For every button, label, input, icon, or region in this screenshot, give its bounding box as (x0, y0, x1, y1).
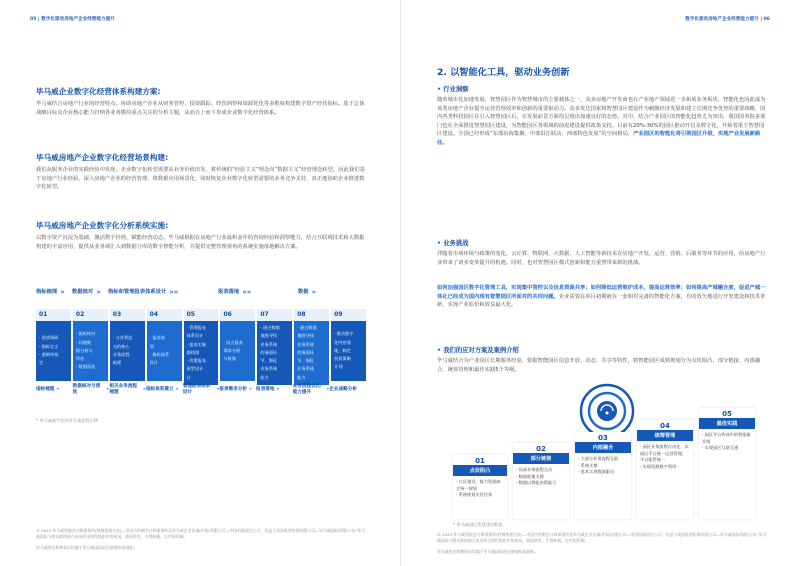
process-column-item: 节，强化 (260, 358, 278, 364)
process-bottom-step: 指标梳理 » (36, 386, 60, 392)
process-column-item: 设计 (149, 360, 159, 366)
maturity-card-3: 03 内部融合 · 大部分业务流程互联 · 系统支撑 · 基本实现数据驱动 (575, 432, 631, 519)
process-column (220, 309, 255, 381)
process-bottom-step: 报表落地 » (256, 386, 280, 392)
process-column-item: 节，强化 (297, 358, 314, 364)
process-column-number: 01 (36, 309, 71, 321)
process-column-item: 地图寻找 (297, 333, 314, 339)
process-bottom-step: 企业战略分析 (329, 387, 357, 392)
wifi-hub-icon (579, 383, 635, 439)
process-column-item: 关的核心 (112, 343, 130, 349)
process-column-body (110, 321, 145, 381)
right-page-title: 2. 以智能化工具，驱动业务创新 (437, 67, 570, 78)
process-column-item: 的薄弱环 (260, 349, 278, 355)
subheading-industry: • 行业洞察 (437, 86, 469, 93)
process-bottom-step: 数据核对与清洗 » (72, 384, 110, 395)
industry-text: 随着城市化加速发展，智慧园区作为智慧城市的主要载体之一，众多房地产开发商也在产业地产领域进一步拓展业务板块，智能化也因此成为该类房地产企业提升运营管理效率和创新的重要驱动力。众多发达国家将智慧园区建设作为刺激经济发展和建立长期竞争优势的重要战略，国内各类科技园区在引入智慧园区后，在发展前景方面均呈现出加速良好的态势。其中，结合产业园区的智能化趋势尤为突出，我国国务院多部门也在全面推进智慧园区建设，为智能园区各领域的前进建设提供政策支持。目前有20%-30%的园区推动开启及数字化，开始着重于智慧园区建设。全国已经形成“东部沿海集聚、中部沿江联动、西部特色发展”的空间格局，产业园区的智能化将引领园区升级，实现产业发展新路径。 (437, 97, 766, 146)
process-column (257, 309, 292, 381)
process-column-item: · 报表规 (149, 335, 165, 341)
process-column-item: 地，制定 (334, 347, 351, 353)
chart-note: * 毕马威数字化经营方案流程示例 (36, 418, 99, 423)
process-column-item: 评估 (75, 356, 85, 362)
process-bottom-step: 管理报表体系设计 » (182, 384, 220, 395)
challenge-text-2: 如何加强园区数字化管理工具，实现集中管控以及信息资源共享；如何降低运营维护成本，提高运营效率；如何提高产城融合度，促进产城一体化已经成为国内现有智慧园区所面对的共同问题。企业需要在项目初期就在一套相对完备的智能化方案，有的放矢地进行开发建设和技术革新，实现产业监价和效益最大化。 (437, 285, 766, 309)
process-column-item: 业务系统 (297, 366, 314, 372)
subheading-solution: • 我们的应对方案及案例介绍 (437, 347, 519, 354)
ring-note: * 毕马威园区智慧建设框架 (453, 522, 503, 527)
section-title-1: 毕马威企业数字化经营体系构建方案: (36, 87, 161, 96)
process-column-number: 04 (147, 309, 182, 321)
maturity-card-4: 04 统筹管理 · 园区业务流程自动化，以园区平台统一运营管理，平台能管统一 · 实现资源数字利用 (637, 420, 693, 519)
process-column-body (73, 321, 108, 381)
process-column-item: 地图寻找 (260, 333, 278, 339)
process-column-item: · 逻辑草拟 (39, 352, 59, 357)
process-column-item: 计 (186, 374, 191, 380)
process-column-item: 的薄弱环 (297, 349, 314, 355)
process-column-number: 05 (184, 309, 219, 321)
process-column-number: 08 (294, 309, 329, 321)
process-columns (36, 309, 366, 381)
process-column-body (294, 321, 329, 385)
process-column-item: · 与各利益 (112, 335, 133, 341)
process-column-item: · 决策报表 (186, 358, 206, 364)
process-column (184, 309, 219, 381)
process-column-item: 体系设计 (186, 333, 204, 339)
process-column-item: · 推动数字 (334, 331, 354, 337)
process-column-number: 03 (110, 309, 145, 321)
process-column-item: · 现状调研 (39, 335, 59, 341)
process-column-number: 09 (331, 309, 366, 321)
process-column-item: · 管理报表 (186, 325, 206, 330)
legal-text-2: 毕马威的名称和标识均属于毕马威国际的注册商标或商标。 (36, 545, 138, 550)
process-column-item: 化经营落 (334, 339, 351, 345)
process-column-item: 梳理 (112, 360, 122, 366)
process-column (36, 309, 71, 381)
process-bottom-steps (36, 383, 366, 395)
process-column-item: · 报表实施 (186, 341, 206, 347)
process-column-item: · 数据清洗 (75, 364, 96, 370)
process-column-item: · 通过数据 (260, 325, 280, 330)
right-legal-text: © 2023 毕马威华振会计师事务所(特殊普通合伙)—中国合伙制会计师事务所及毕马威企业咨询(中国)有限公司—中国有限责任公司，均是与英国私营担保有限公司—毕马威国际有限公司(“毕马威国际”)相关联的独立成员所全球性组织中的成员。版权所有，不得转载。在中国印刷。 (437, 532, 767, 544)
process-column-item: 计划 (334, 364, 343, 370)
legal-text: © 2023 毕马威华振会计师事务所(特殊普通合伙)—中国合伙制会计师事务所及毕马威企业咨询(中国)有限公司—中国有限责任公司，均是与英国私营担保有限公司—毕马威国际有限公司(“毕马威国际”)相关联的独立成员所全球性组织中的成员。版权所有，不得转载。在中国印刷。 (36, 528, 366, 540)
top-step-1: 指标梳理 » (36, 287, 65, 296)
process-column-body (257, 321, 292, 385)
process-column-number: 02 (73, 309, 108, 321)
process-column-body (184, 321, 219, 385)
section-text-3: 以数字资产沉淀为基础，激活数字价值，赋能经营动态。毕马威根据在房地产行业最积多年的咨询经验和洞察能力，结合互联网技术和大数据构建的丰富应用，提供从业务调汇入到数据合库的数字智能分析，并提供完整管理视角的系统实施落地解决方案。 (36, 235, 365, 250)
process-column (73, 309, 108, 381)
process-column-item: 业务系统 (297, 341, 314, 347)
process-column (294, 309, 329, 381)
maturity-card-5: 05 最佳实践 · 园区平台构成中的智能新升级 · 实现园区互联互通 (699, 408, 755, 519)
process-column (147, 309, 182, 381)
process-column-item: · 通过数据 (297, 325, 317, 330)
process-column-item: · 问题数 (75, 339, 92, 345)
top-step-5: 数据 » (298, 287, 317, 296)
section-title-2: 毕马威房地产企业数字化经营场景构建: (36, 153, 169, 162)
top-step-3: 指标和管理报表体系设计 »» (108, 287, 179, 296)
top-step-2: 数据核对 » (72, 287, 101, 296)
section-text-1: 毕马威结合房地产行业的经营特点，协助房地产企业从财务管控、投资跟踪、经营洞察和资源优化等多维度构建数字资产经营指标。基于总体战略目标及企业核心能力归纳各业务模块重点关注的分析主题，从而自上而下形成企业数字化经营体系。 (36, 101, 365, 116)
process-column-item: · 试点报表 (223, 339, 243, 345)
process-bottom-step: 相关业务流程梳理 » (109, 384, 147, 395)
process-column-item: 能力 (260, 374, 269, 380)
process-column-number: 06 (220, 309, 255, 321)
challenge-text: 伴随着市场环境与政策的变化，云计算、物联网、大数据、人工智能等新技术在房地产开发、运营、营销、后服务等环节的应用，给房地产行业带来了诸多变革提升的机遇。同时，也对智慧园区模式创新和能力重塑带来新的挑战。 (437, 251, 766, 266)
process-bottom-step: 业务流程优化/能力提升 » (292, 384, 330, 395)
maturity-card-2: 02 部分链接 · 局部业务流程互动 · 数据收集支撑 · 数据以智能决策能力 (513, 443, 569, 519)
process-column-body (331, 321, 366, 381)
process-column-item: 路线图 (186, 349, 200, 355)
process-chart (36, 282, 366, 398)
process-column (110, 309, 145, 381)
right-page (400, 0, 800, 566)
process-column-item: 据分析与 (75, 347, 93, 353)
process-bottom-step: 报表需求分析 » (219, 386, 252, 392)
section-text-2: 我们从服务企业的实践经验中发现，企业数字化转型需要从业务价值出发，将传统的“经验主义”理念向“数据主义”经营理念转型，因此我们基于房地产行业经验，深入房地产企业的经营管理，将数据应用场景化，同时恢复企业数字化转型需要的业务竞争支持，真正地协助企业推进数字化转型。 (36, 167, 365, 191)
maturity-card-1: 01 点状阻凸 · 片区建设，能力发展缺乏统一规划 · 系统规划支付任务 (453, 455, 507, 519)
process-column-item: 业务系统 (260, 366, 278, 372)
left-page-header: 05 | 数字化驱动房地产企业经营能力提升 (30, 17, 115, 22)
process-column-number: 07 (257, 309, 292, 321)
process-column-item: 投资策略 (334, 356, 351, 362)
process-column-item: 与收集 (223, 356, 237, 362)
process-column-item: 能力 (297, 374, 306, 380)
section-title-3: 毕马威房地产企业数字化分析系统实施: (36, 221, 169, 230)
process-column-body (36, 321, 71, 381)
process-column-item: · 指标定义 (39, 343, 59, 349)
solution-text: 毕马威结合为产业园区长期服务经验，依据智能园区信息开放、动态、共享等特性，将智能园区成熟规划分为点状阻凸、部分链接、内部融合、统筹管理和最佳实践5个等级。 (437, 358, 761, 373)
right-page-header: 数字化驱动房地产企业经营能力提升 | 06 (685, 17, 770, 22)
process-column-item: 定 (39, 360, 44, 366)
process-column-item: · 指标体系 (149, 352, 170, 357)
process-column-item: 划 (149, 343, 154, 349)
right-legal-text-2: 毕马威的名称和标识均属于毕马威国际的注册商标或商标。 (437, 549, 539, 554)
process-column-body (147, 321, 182, 381)
process-column (331, 309, 366, 381)
process-column-item: · 指标核对 (75, 331, 96, 337)
process-column-item: 需求分析 (223, 347, 241, 353)
process-column-body (220, 321, 255, 381)
subheading-challenge: • 业务挑战 (437, 240, 469, 247)
process-column-item: 业务流程 (112, 352, 130, 357)
process-column-item: 原型设计 (186, 366, 204, 372)
top-step-4: 报表落地 »» (218, 287, 252, 296)
process-column-item: 业务系统 (260, 341, 278, 347)
process-bottom-step: 指标体系建立 » (146, 386, 179, 392)
